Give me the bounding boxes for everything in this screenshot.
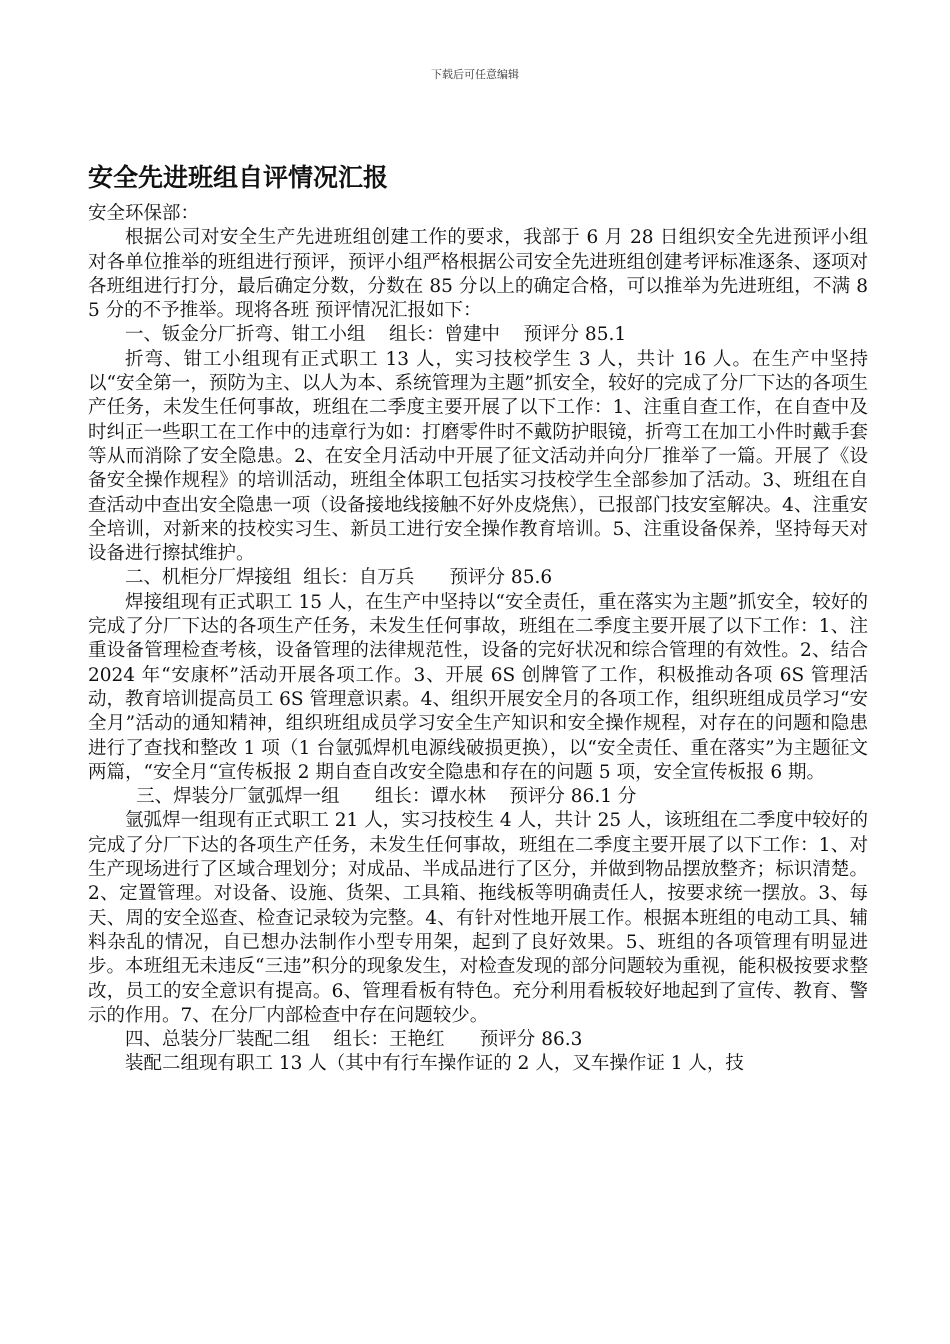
- section-1-body: 折弯、钳工小组现有正式职工 13 人，实习技校学生 3 人，共计 16 人。在生产中坚持以“安全第一，预防为主、以人为本、系统管理为主题”抓安全，较好的完成了分厂下达的各项生产任务，未发生任何事故，班组在二季度主要开展了以下工作：1、注重自查工作，在自查中及时纠正一些职工在工作中的违章行为如：打磨零件时不戴防护眼镜，折弯工在加工小件时戴手套等从而消除了安全隐患。2、在安全月活动中开展了征文活动并向分厂推举了一篇。开展了《设备安全操作规程》的培训活动，班组全体职工包括实习技校学生全部参加了活动。3、班组在自查活动中查出安全隐患一项（设备接地线接触不好外皮烧焦），已报部门技安室解决。4、注重安全培训，对新来的技校实习生、新员工进行安全操作教育培训。5、注重设备保养，坚持每天对设备进行擦拭维护。: [88, 348, 868, 565]
- section-1-heading: 一、钣金分厂折弯、钳工小组 组长：曾建中 预评分 85.1: [125, 324, 627, 346]
- section-2-heading: 二、机柜分厂焊接组 组长：自万兵 预评分 85.6: [125, 567, 553, 589]
- header-note: 下载后可任意编辑: [431, 68, 519, 81]
- section-2-body: 焊接组现有正式职工 15 人，在生产中坚持以“安全责任，重在落实为主题”抓安全，较好的完成了分厂下达的各项生产任务，未发生任何事故，班组在二季度主要开展了以下工作：1、注重设备管理检查考核，设备管理的法律规范性，设备的完好状况和综合管理的有效性。2、结合 2024 年“安康杯”活动开展各项工作。3、开展 6S 创牌管了工作，积极推动各项 6S 管理活动，教育培训提高员工 6S 管理意识素。4、组织开展安全月的各项工作，组织班组成员学习“安全月”活动的通知精神，组织班组成员学习安全生产知识和安全操作规程，对存在的问题和隐患进行了查找和整改 1 项（1 台氩弧焊机电源线破损更换），以“安全责任、重在落实”为主题征文两篇，“安全月“宣传板报 2 期自查自改安全隐患和存在的问题 5 项，安全宣传板报 6 期。: [88, 591, 868, 783]
- section-4-heading: 四、总装分厂装配二组 组长：王艳红 预评分 86.3: [125, 1029, 583, 1051]
- section-3-body: 氩弧焊一组现有正式职工 21 人，实习技校生 4 人，共计 25 人，该班组在二季度中较好的完成了分厂下达的各项生产任务，未发生任何事故，班组在二季度主要开展了以下工作：1、对生产现场进行了区域合理划分；对成品、半成品进行了区分，并做到物品摆放整齐；标识清楚。2、定置管理。对设备、设施、货架、工具箱、拖线板等明确责任人，按要求统一摆放。3、每天、周的安全巡查、检查记录较为完整。4、有针对性地开展工作。根据本班组的电动工具、辅料杂乱的情况，自已想办法制作小型专用架，起到了良好效果。5、班组的各项管理有明显进步。本班组无未违反“三违”积分的现象发生，对检查发现的部分问题较为重视，能积极按要求整改，员工的安全意识有提高。6、管理看板有特色。充分利用看板较好地起到了宣传、教育、警示的作用。7、在分厂内部检查中存在问题较少。: [88, 810, 868, 1026]
- section-4-body: 装配二组现有职工 13 人（其中有行车操作证的 2 人，叉车操作证 1 人，技: [125, 1053, 744, 1075]
- intro-paragraph: 根据公司对安全生产先进班组创建工作的要求，我部于 6 月 28 日组织安全先进预评小组对各单位推举的班组进行预评，预评小组严格根据公司安全先进班组创建考评标准逐条、逐项对各班组进行打分，最后确定分数，分数在 85 分以上的确定合格，可以推举为先进班组，不满 85 分的不予推举。现将各班 预评情况汇报如下：: [88, 227, 868, 322]
- section-3-heading: 三、焊装分厂氩弧焊一组 组长：谭水林 预评分 86.1 分: [136, 786, 637, 808]
- salutation: 安全环保部：: [88, 203, 200, 224]
- document-title: 安全先进班组自评情况汇报: [88, 163, 389, 192]
- document-body: [88, 158, 868, 1077]
